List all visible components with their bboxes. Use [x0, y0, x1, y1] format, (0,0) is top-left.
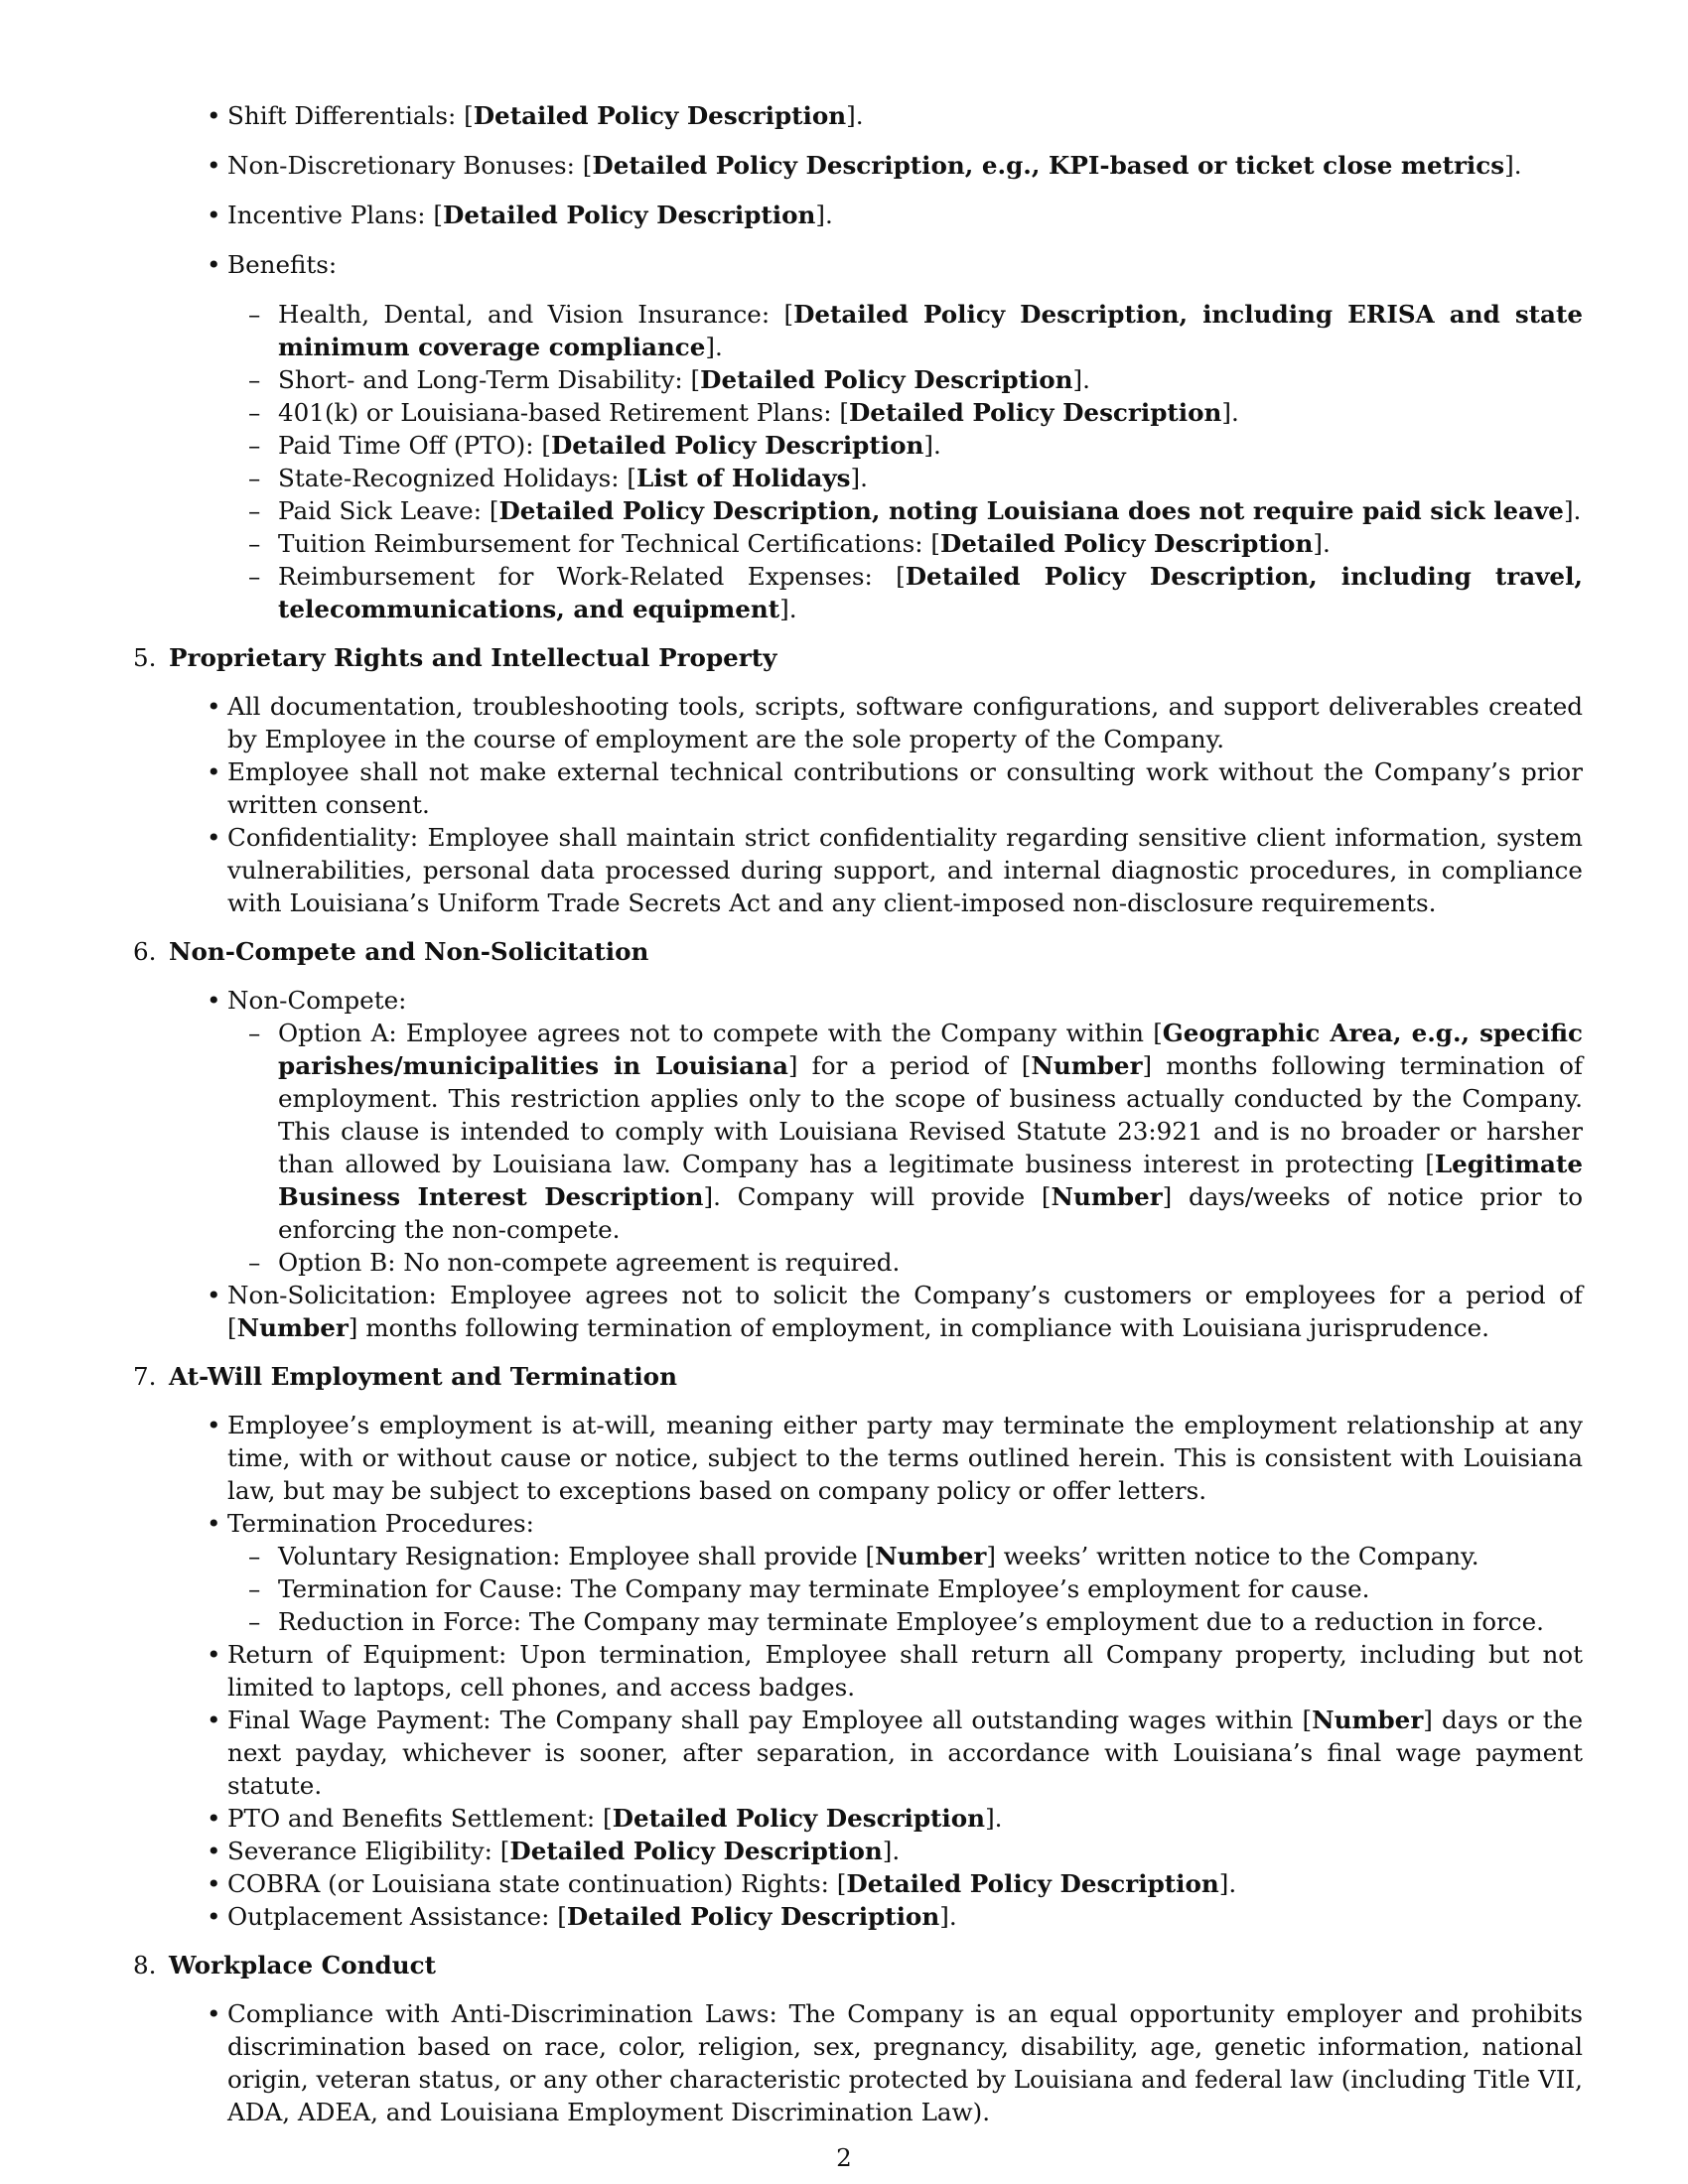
list-item: • All documentation, troubleshooting tools, scripts, software configurations, and support deliverables created by Employee in the course of employment are the sole property of the Company.: [133, 690, 1583, 755]
benefit-item-retirement: – 401(k) or Louisiana-based Retirement Plans: [Detailed Policy Description].: [133, 396, 1583, 429]
section-heading-5: [133, 641, 1583, 674]
list-item-return-equipment: • Return of Equipment: Upon termination, Employee shall return all Company property, including but not limited to laptops, cell phones, and access badges.: [133, 1638, 1583, 1704]
benefit-item-tuition: – Tuition Reimbursement for Technical Certifications: [Detailed Policy Description].: [133, 527, 1583, 560]
list-item-confidentiality: • Confidentiality: Employee shall maintain strict confidentiality regarding sensitive client information, system vulnerabilities, personal data processed during support, and internal diagnostic procedures, in compliance with Louisiana’s Uniform Trade Secrets Act and any client-imposed non-disclosure requirements.: [133, 821, 1583, 919]
termination-item-rif: – Reduction in Force: The Company may terminate Employee’s employment due to a reduction in force.: [133, 1605, 1583, 1638]
list-item-shift-differentials: • Shift Differentials: [Detailed Policy Description].: [133, 99, 1583, 132]
list-item-non-solicitation: • Non-Solicitation: Employee agrees not to solicit the Company’s customers or employees for a period of [Number] months following termination of employment, in compliance with Louisiana jurisprudence.: [133, 1279, 1583, 1344]
document-body: [133, 99, 1583, 2128]
list-item-anti-discrimination: • Compliance with Anti-Discrimination Laws: The Company is an equal opportunity employer and prohibits discrimination based on race, color, religion, sex, pregnancy, disability, age, genetic information, national origin, veteran status, or any other characteristic protected by Louisiana and federal law (including Title VII, ADA, ADEA, and Louisiana Employment Discrimination Law).: [133, 1997, 1583, 2128]
list-item-non-discretionary-bonuses: • Non-Discretionary Bonuses: [Detailed Policy Description, e.g., KPI-based or ticket close metrics].: [133, 149, 1583, 182]
section-title: Workplace Conduct: [169, 1951, 436, 1979]
list-item-final-wage: • Final Wage Payment: The Company shall pay Employee all outstanding wages within [Number] days or the next payday, whichever is sooner, after separation, in accordance with Louisiana’s final wage payment statute.: [133, 1704, 1583, 1802]
section-title: At-Will Employment and Termination: [169, 1362, 677, 1391]
section-number: 7.: [133, 1362, 157, 1391]
section-title: Non-Compete and Non-Solicitation: [169, 937, 649, 966]
benefit-item-pto: – Paid Time Off (PTO): [Detailed Policy Description].: [133, 429, 1583, 462]
benefit-item-expenses: – Reimbursement for Work-Related Expenses: [Detailed Policy Description, including travel, telecommunications, and equipment].: [133, 560, 1583, 625]
termination-item-cause: – Termination for Cause: The Company may terminate Employee’s employment for cause.: [133, 1572, 1583, 1605]
benefit-item-disability: – Short- and Long-Term Disability: [Detailed Policy Description].: [133, 363, 1583, 396]
non-compete-option-b: – Option B: No non-compete agreement is required.: [133, 1246, 1583, 1279]
benefit-item-health-insurance: – Health, Dental, and Vision Insurance: [Detailed Policy Description, including ERISA and state minimum coverage compliance].: [133, 298, 1583, 363]
section-title: Proprietary Rights and Intellectual Property: [169, 643, 777, 672]
list-item-outplacement: • Outplacement Assistance: [Detailed Policy Description].: [133, 1900, 1583, 1933]
list-item-non-compete: • Non-Compete:: [133, 984, 1583, 1017]
list-item-benefits: • Benefits:: [133, 248, 1583, 281]
section-heading-8: [133, 1949, 1583, 1981]
benefit-item-sick-leave: – Paid Sick Leave: [Detailed Policy Description, noting Louisiana does not require paid sick leave].: [133, 494, 1583, 527]
section-number: 5.: [133, 643, 157, 672]
list-item-incentive-plans: • Incentive Plans: [Detailed Policy Description].: [133, 199, 1583, 231]
benefit-item-holidays: – State-Recognized Holidays: [List of Holidays].: [133, 462, 1583, 494]
page-number: 2: [836, 2143, 852, 2172]
list-item-severance: • Severance Eligibility: [Detailed Policy Description].: [133, 1835, 1583, 1867]
section-heading-6: [133, 935, 1583, 968]
non-compete-option-a: – Option A: Employee agrees not to compete with the Company within [Geographic Area, e.g., specific parishes/municipalities in Louisiana] for a period of [Number] months following termination of employment. This restriction applies only to the scope of business actually conducted by the Company. This clause is intended to comply with Louisiana Revised Statute 23:921 and is no broader or harsher than allowed by Louisiana law. Company has a legitimate business interest in protecting [Legitimate Business Interest Description]. Company will provide [Number] days/weeks of notice prior to enforcing the non-compete.: [133, 1017, 1583, 1246]
list-item: • Employee shall not make external technical contributions or consulting work without the Company’s prior written consent.: [133, 755, 1583, 821]
list-item-at-will: • Employee’s employment is at-will, meaning either party may terminate the employment relationship at any time, with or without cause or notice, subject to the terms outlined herein. This is consistent with Louisiana law, but may be subject to exceptions based on company policy or offer letters.: [133, 1409, 1583, 1507]
section-heading-7: [133, 1360, 1583, 1393]
list-item-termination-procedures: • Termination Procedures:: [133, 1507, 1583, 1540]
section-number: 8.: [133, 1951, 157, 1979]
list-item-pto-settlement: • PTO and Benefits Settlement: [Detailed Policy Description].: [133, 1802, 1583, 1835]
section-number: 6.: [133, 937, 157, 966]
termination-item-resignation: – Voluntary Resignation: Employee shall provide [Number] weeks’ written notice to the Company.: [133, 1540, 1583, 1572]
list-item-cobra: • COBRA (or Louisiana state continuation) Rights: [Detailed Policy Description].: [133, 1867, 1583, 1900]
